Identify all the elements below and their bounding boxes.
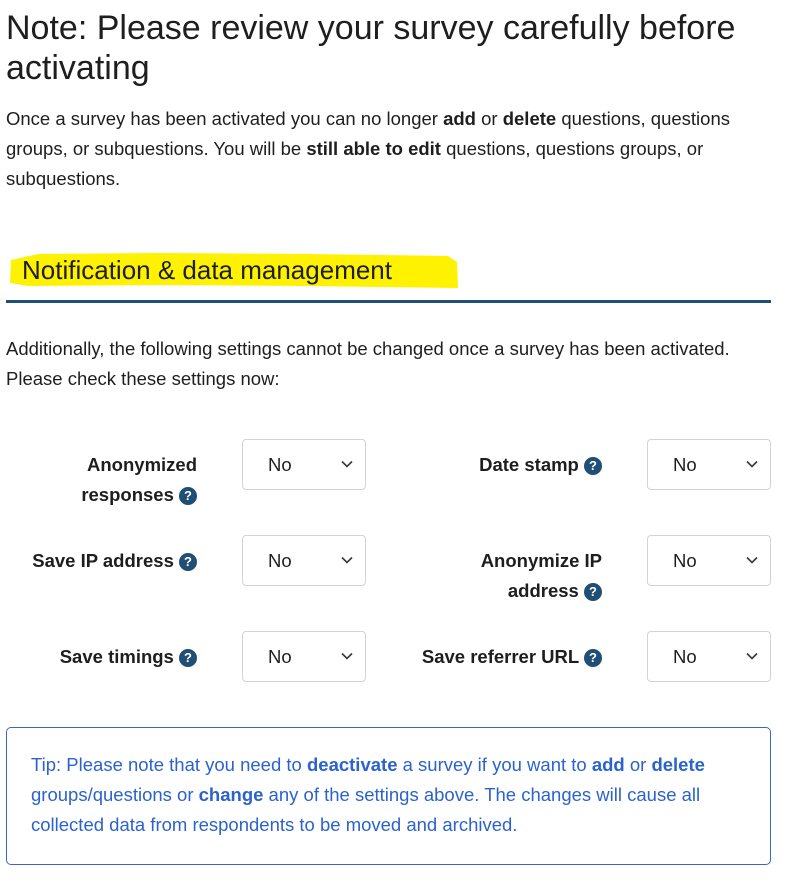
question-circle-icon[interactable]: ? <box>179 553 197 571</box>
settings-note: Additionally, the following settings cannot be changed once a survey has been activated. Please check these settings now: <box>6 338 730 389</box>
save-referrer-url-label: Save referrer URL ? <box>410 642 602 672</box>
date-stamp-label: Date stamp ? <box>420 450 602 480</box>
chevron-down-icon <box>340 553 354 567</box>
page-title: Note: Please review your survey carefully before activating <box>6 9 736 87</box>
date-stamp-select[interactable]: No <box>647 439 771 490</box>
question-circle-icon[interactable]: ? <box>179 487 197 505</box>
chevron-down-icon <box>745 457 759 471</box>
anonymized-responses-select[interactable]: No <box>242 439 366 490</box>
anonymize-ip-address-label: Anonymize IP address ? <box>480 550 602 601</box>
anonymized-responses-label: Anonymized responses ? <box>81 454 197 505</box>
tip-alert: Tip: Please note that you need to deactivate a survey if you want to add or delete groups/questions or change any of the settings above. The changes will cause all collected data from respondents to be moved and archived. <box>6 727 771 865</box>
question-circle-icon[interactable]: ? <box>584 457 602 475</box>
question-circle-icon[interactable]: ? <box>179 649 197 667</box>
save-ip-address-select[interactable]: No <box>242 535 366 586</box>
question-circle-icon[interactable]: ? <box>584 583 602 601</box>
save-timings-select[interactable]: No <box>242 631 366 682</box>
section-title: Notification & data management <box>22 255 392 285</box>
save-timings-label: Save timings ? <box>20 642 197 672</box>
chevron-down-icon <box>340 457 354 471</box>
question-circle-icon[interactable]: ? <box>584 649 602 667</box>
section-divider <box>6 300 771 303</box>
activation-warning-text: Once a survey has been activated you can no longer add or delete questions, questions groups, or subquestions. You will be still able to edit questions, questions groups, or subquestions. <box>6 108 730 189</box>
anonymize-ip-address-select[interactable]: No <box>647 535 771 586</box>
save-referrer-url-select[interactable]: No <box>647 631 771 682</box>
chevron-down-icon <box>745 553 759 567</box>
chevron-down-icon <box>340 649 354 663</box>
chevron-down-icon <box>745 649 759 663</box>
save-ip-address-label: Save IP address ? <box>4 546 197 576</box>
